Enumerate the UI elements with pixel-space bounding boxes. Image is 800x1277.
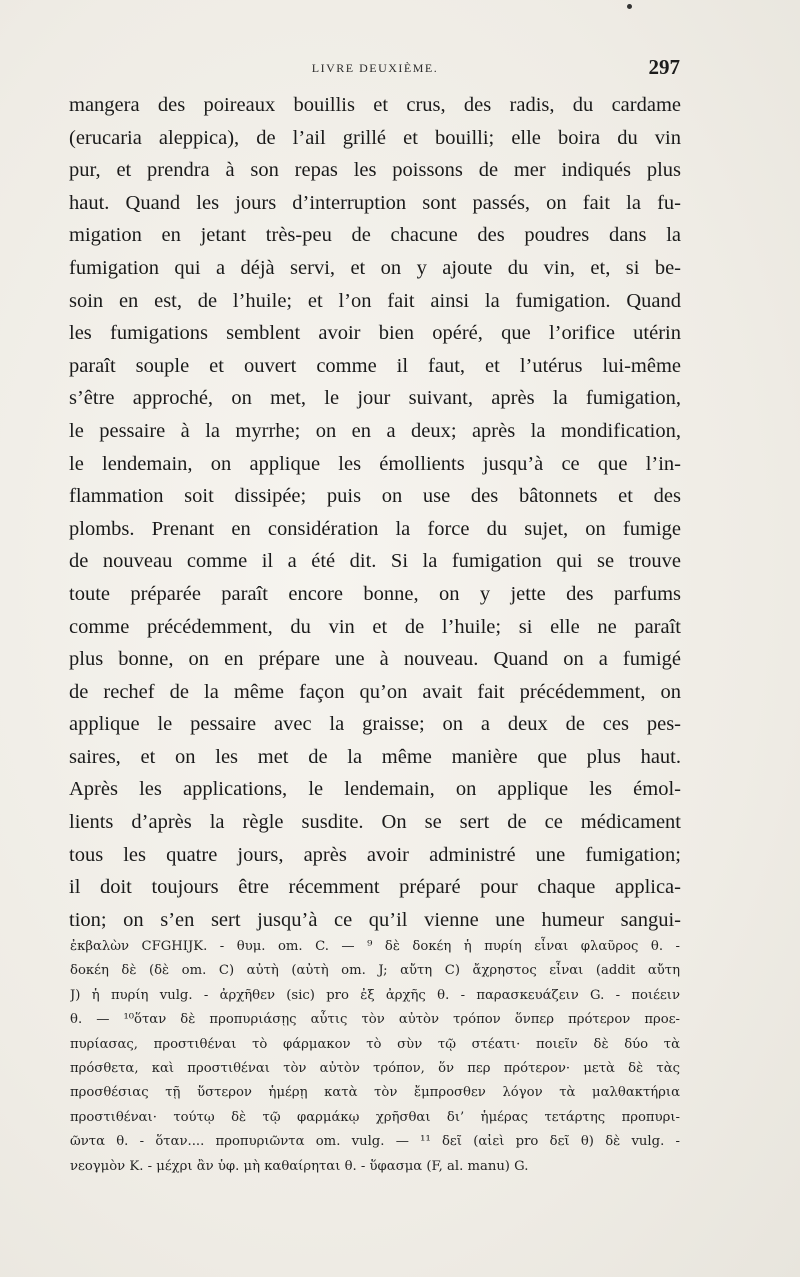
footnote-line: ῶντα θ. - ὅταν.... προπυριῶντα om. vulg. — ¹¹ δεῖ (αἰεὶ pro δεῖ θ) δὲ vulg. - [70,1134,680,1150]
body-line: flammation soit dissipée; puis on use des bâtonnets et des [69,485,681,508]
body-line: de rechef de la même façon qu’on avait fait précédemment, on [69,680,681,703]
body-line: mangera des poireaux bouillis et crus, des radis, du cardame [69,94,681,116]
body-line: tion; on s’en sert jusqu’à ce qu’il vienne une humeur sangui- [69,908,681,931]
page-header [70,55,680,81]
ink-speck [627,4,632,9]
body-line: de nouveau comme il a été dit. Si la fumigation qui se trouve [69,550,681,573]
body-line: soin en est, de l’huile; et l’on fait ainsi la fumigation. Quand [69,289,681,312]
body-line: comme précédemment, du vin et de l’huile; si elle ne paraît [69,615,681,638]
footnote-line: J) ἡ πυρίη vulg. - ἀρχῆθεν (sic) pro ἐξ ἀρχῆς θ. - παρασκευάζειν G. - ποιέειν [70,987,680,1003]
footnote-line: πρόσθετα, καὶ προστιθέναι τὸν αὐτὸν τρόπον, ὅν περ πρότερον· μετὰ δὲ τὰς [70,1060,680,1076]
body-line: s’être approché, on met, le jour suivant, après la fumigation, [69,387,681,410]
footnote-line: προστιθέναι· τούτῳ δὲ τῷ φαρμάκῳ χρῆσθαι δι’ ἡμέρας τετάρτης προπυρι- [70,1109,680,1125]
body-line: il doit toujours être récemment préparé pour chaque applica- [69,876,681,899]
running-title: LIVRE DEUXIÈME. [311,61,439,75]
body-line: paraît souple et ouvert comme il faut, et l’utérus lui-même [69,354,681,377]
footnote-line: θ. — ¹⁰ὅταν δὲ προπυριάσῃς αὖτις τὸν αὐτὸν τρόπον ὅνπερ πρότερον προε- [70,1012,680,1028]
body-line: migation en jetant très-peu de chacune des poudres dans la [69,224,681,247]
main-text [69,89,681,936]
footnote-line: δοκέη δὲ (δὲ om. C) αὐτὴ (αὐτὴ om. J; αὔτη C) ἄχρηστος εἶναι (addit αὔτη [70,963,680,979]
body-line: le pessaire à la myrrhe; on en a deux; après la mondification, [69,419,681,442]
body-line: le lendemain, on applique les émollients jusqu’à ce que l’in- [69,452,681,475]
body-line: plombs. Prenant en considération la force du sujet, on fumige [69,517,681,540]
body-line: fumigation qui a déjà servi, et on y ajoute du vin, et, si be- [69,256,681,279]
body-line: Après les applications, le lendemain, on applique les émol- [69,778,681,801]
footnote-line: πυρίασας, προστιθέναι τὸ φάρμακον τὸ σὺν τῷ στέατι· ποιεῖν δὲ δύο τὰ [70,1036,680,1052]
page-number: 297 [648,55,680,79]
body-line: (erucaria aleppica), de l’ail grillé et bouilli; elle boira du vin [69,126,681,149]
body-line: tous les quatre jours, après avoir administré une fumigation; [69,843,681,866]
body-line: lients d’après la règle susdite. On se sert de ce médicament [69,811,681,834]
body-line: toute préparée paraît encore bonne, on y jette des parfums [69,582,681,605]
footnote-line: προσθέσιας τῇ ὕστερον ἡμέρῃ κατὰ τὸν ἔμπροσθεν λόγον τὰ μαλθακτήρια [70,1085,680,1101]
footnote-line: νεογμὸν K. - μέχρι ἂν ὑφ. μὴ καθαίρηται θ. - ὕφασμα (F, al. manu) G. [70,1158,529,1174]
body-line: applique le pessaire avec la graisse; on a deux de ces pes- [69,713,681,736]
footnote-line: ἐκβαλὼν CFGHIJK. - θυμ. om. C. — ⁹ δὲ δοκέη ἡ πυρίη εἶναι φλαῦρος θ. - [70,939,680,954]
body-line: pur, et prendra à son repas les poissons de mer indiqués plus [69,159,681,182]
footnotes [70,935,680,1179]
body-line: saires, et on les met de la même manière que plus haut. [69,745,681,768]
body-line: plus bonne, on en prépare une à nouveau. Quand on a fumigé [69,648,681,671]
body-line: les fumigations semblent avoir bien opéré, que l’orifice utérin [69,322,681,345]
body-line: haut. Quand les jours d’interruption sont passés, on fait la fu- [69,191,681,214]
